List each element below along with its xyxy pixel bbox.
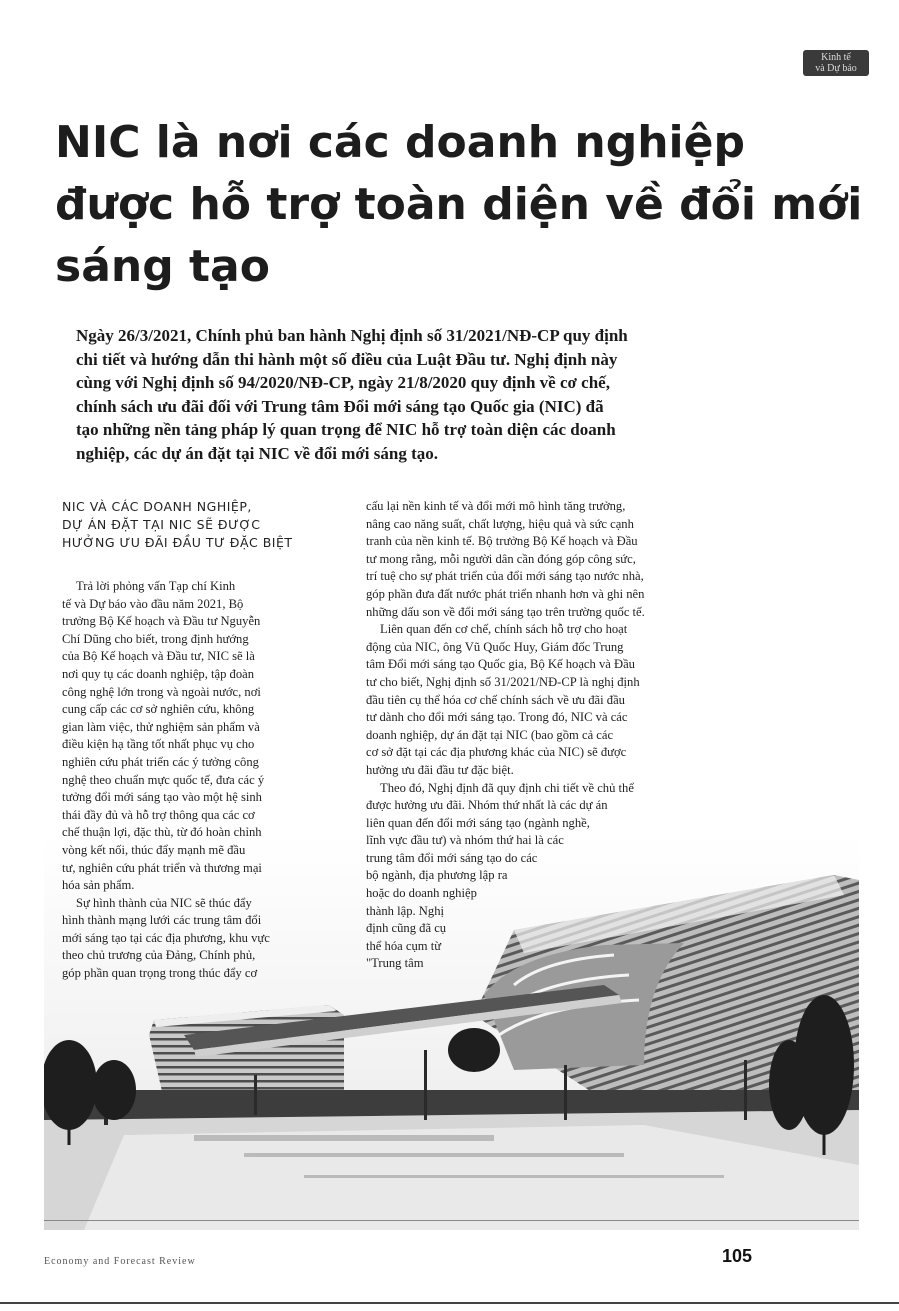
right-line: doanh nghiệp, dự án đặt tại NIC (bao gồm cả các	[366, 727, 614, 742]
right-line: "Trung tâm	[366, 956, 424, 971]
right-line: lĩnh vực đầu tư) và nhóm thứ hai là các	[366, 833, 564, 848]
lead-line-2: chi tiết và hướng dẫn thi hành một số điều của Luật Đầu tư. Nghị định này	[76, 349, 618, 369]
right-line: tư dành cho đổi mới sáng tạo. Trong đó, NIC và các	[366, 710, 628, 725]
left-line: tư, nghiên cứu phát triển và thương mại	[62, 860, 262, 875]
right-line: liên quan đến đổi mới sáng tạo (ngành nghề,	[366, 815, 590, 830]
left-line: trưởng Bộ Kế hoạch và Đầu tư Nguyễn	[62, 614, 261, 629]
left-line: nghệ theo chuẩn mực quốc tế, đưa các ý	[62, 772, 265, 787]
page-bottom-edge	[0, 1302, 899, 1304]
lead-line-3: cùng với Nghị định số 94/2020/NĐ-CP, ngày 21/8/2020 quy định về cơ chế,	[76, 373, 610, 392]
left-line: vòng kết nối, thúc đẩy mạnh mẽ đầu	[62, 842, 246, 857]
journal-name: Economy and Forecast Review	[44, 1256, 196, 1267]
magazine-badge	[803, 50, 869, 76]
right-line: Theo đó, Nghị định đã quy định chi tiết về chủ thể	[380, 780, 634, 795]
left-line: điều kiện hạ tầng tốt nhất phục vụ cho	[62, 737, 255, 752]
right-line: định cũng đã cụ	[366, 921, 447, 936]
right-line: hoặc do doanh nghiệp	[366, 886, 477, 901]
left-line: hóa sản phẩm.	[62, 878, 135, 893]
badge-line-1: Kinh tế	[821, 52, 851, 63]
right-line: được hưởng ưu đãi. Nhóm thứ nhất là các dự án	[366, 798, 608, 813]
left-line: tế và Dự báo vào đầu năm 2021, Bộ	[62, 596, 244, 611]
right-line: Liên quan đến cơ chế, chính sách hỗ trợ cho hoạt	[380, 622, 628, 637]
right-line: đầu tiên cụ thể hóa cơ chế chính sách về ưu đãi đầu	[366, 692, 625, 707]
right-line: cơ sở đặt tại các địa phương khác của NIC) sẽ được	[366, 745, 627, 760]
right-line: tranh của nền kinh tế. Bộ trưởng Bộ Kế hoạch và Đầu	[366, 534, 638, 549]
left-line: nghiên cứu phát triển các ý tưởng công	[62, 754, 259, 769]
right-line: tư cho biết, Nghị định số 31/2021/NĐ-CP là nghị định	[366, 674, 640, 689]
left-line: công nghệ lớn trong và ngoài nước, nơi	[62, 684, 261, 699]
lead-paragraph	[76, 324, 766, 465]
left-line: tưởng đổi mới sáng tạo vào một hệ sinh	[62, 790, 262, 805]
left-column	[62, 498, 344, 983]
right-line: bộ ngành, địa phương lập ra	[366, 868, 508, 883]
left-line: thái đầy đủ và hỗ trợ thông qua các cơ	[62, 807, 255, 822]
right-line: thể hóa cụm từ	[366, 938, 442, 953]
left-line: Chí Dũng cho biết, trong định hướng	[62, 631, 249, 646]
footer-divider	[44, 1220, 859, 1221]
right-line: tư mong rằng, mỗi người dân cần đóng góp công sức,	[366, 551, 636, 566]
right-column	[366, 498, 758, 973]
left-line: chế thuận lợi, đặc thù, từ đó hoàn chỉnh	[62, 825, 262, 840]
heading-line-3: HƯỞNG ƯU ĐÃI ĐẦU TƯ ĐẶC BIỆT	[62, 535, 293, 550]
left-line: gian làm việc, thử nghiệm sản phẩm và	[62, 719, 260, 734]
right-line: thành lập. Nghị	[366, 903, 444, 918]
left-line: Trả lời phỏng vấn Tạp chí Kinh	[76, 579, 236, 593]
right-line: tâm Đổi mới sáng tạo Quốc gia, Bộ Kế hoạch và Đầu	[366, 657, 635, 672]
title-line-1: NIC là nơi các doanh nghiệp	[55, 117, 745, 168]
left-line: cung cấp các cơ sở nghiên cứu, không	[62, 702, 255, 717]
left-line: của Bộ Kế hoạch và Đầu tư, NIC sẽ là	[62, 649, 255, 664]
left-line: góp phần quan trọng trong thúc đẩy cơ	[62, 966, 258, 981]
left-line: theo chủ trương của Đảng, Chính phủ,	[62, 948, 256, 963]
right-line: trí tuệ cho sự phát triển của đổi mới sáng tạo nước nhà,	[366, 569, 644, 584]
left-line: Sự hình thành của NIC sẽ thúc đẩy	[76, 895, 252, 910]
left-line: mới sáng tạo tại các địa phương, khu vực	[62, 930, 270, 945]
right-line: nâng cao năng suất, chất lượng, hiệu quả và sức cạnh	[366, 516, 634, 531]
title-line-2: được hỗ trợ toàn diện về đổi mới	[55, 179, 863, 230]
right-line: góp phần đưa đất nước phát triển nhanh hơn và ghi nên	[366, 586, 645, 601]
left-line: nơi quy tụ các doanh nghiệp, tập đoàn	[62, 666, 255, 681]
right-line: trung tâm đổi mới sáng tạo do các	[366, 850, 538, 865]
right-line: động của NIC, ông Vũ Quốc Huy, Giám đốc Trung	[366, 639, 624, 654]
right-line: cấu lại nền kinh tế và đổi mới mô hình tăng trưởng,	[366, 499, 626, 513]
left-line: hình thành mạng lưới các trung tâm đổi	[62, 913, 262, 928]
right-line: những dấu son về đổi mới sáng tạo trên trường quốc tế.	[366, 604, 645, 619]
section-heading	[62, 498, 344, 552]
lead-line-1: Ngày 26/3/2021, Chính phủ ban hành Nghị định số 31/2021/NĐ-CP quy định	[76, 326, 628, 345]
page-number: 105	[722, 1246, 753, 1266]
article-title	[55, 112, 863, 298]
right-line: hưởng ưu đãi đầu tư đặc biệt.	[366, 762, 514, 777]
badge-line-2: và Dự báo	[815, 63, 857, 74]
lead-line-6: nghiệp, các dự án đặt tại NIC về đổi mới sáng tạo.	[76, 443, 439, 463]
title-line-3: sáng tạo	[55, 241, 270, 292]
lead-line-5: tạo những nền tảng pháp lý quan trọng để NIC hỗ trợ toàn diện các doanh	[76, 420, 616, 439]
heading-line-2: DỰ ÁN ĐẶT TẠI NIC SẼ ĐƯỢC	[62, 517, 261, 532]
heading-line-1: NIC VÀ CÁC DOANH NGHIỆP,	[62, 499, 252, 514]
lead-line-4: chính sách ưu đãi đối với Trung tâm Đổi mới sáng tạo Quốc gia (NIC) đã	[76, 396, 604, 416]
